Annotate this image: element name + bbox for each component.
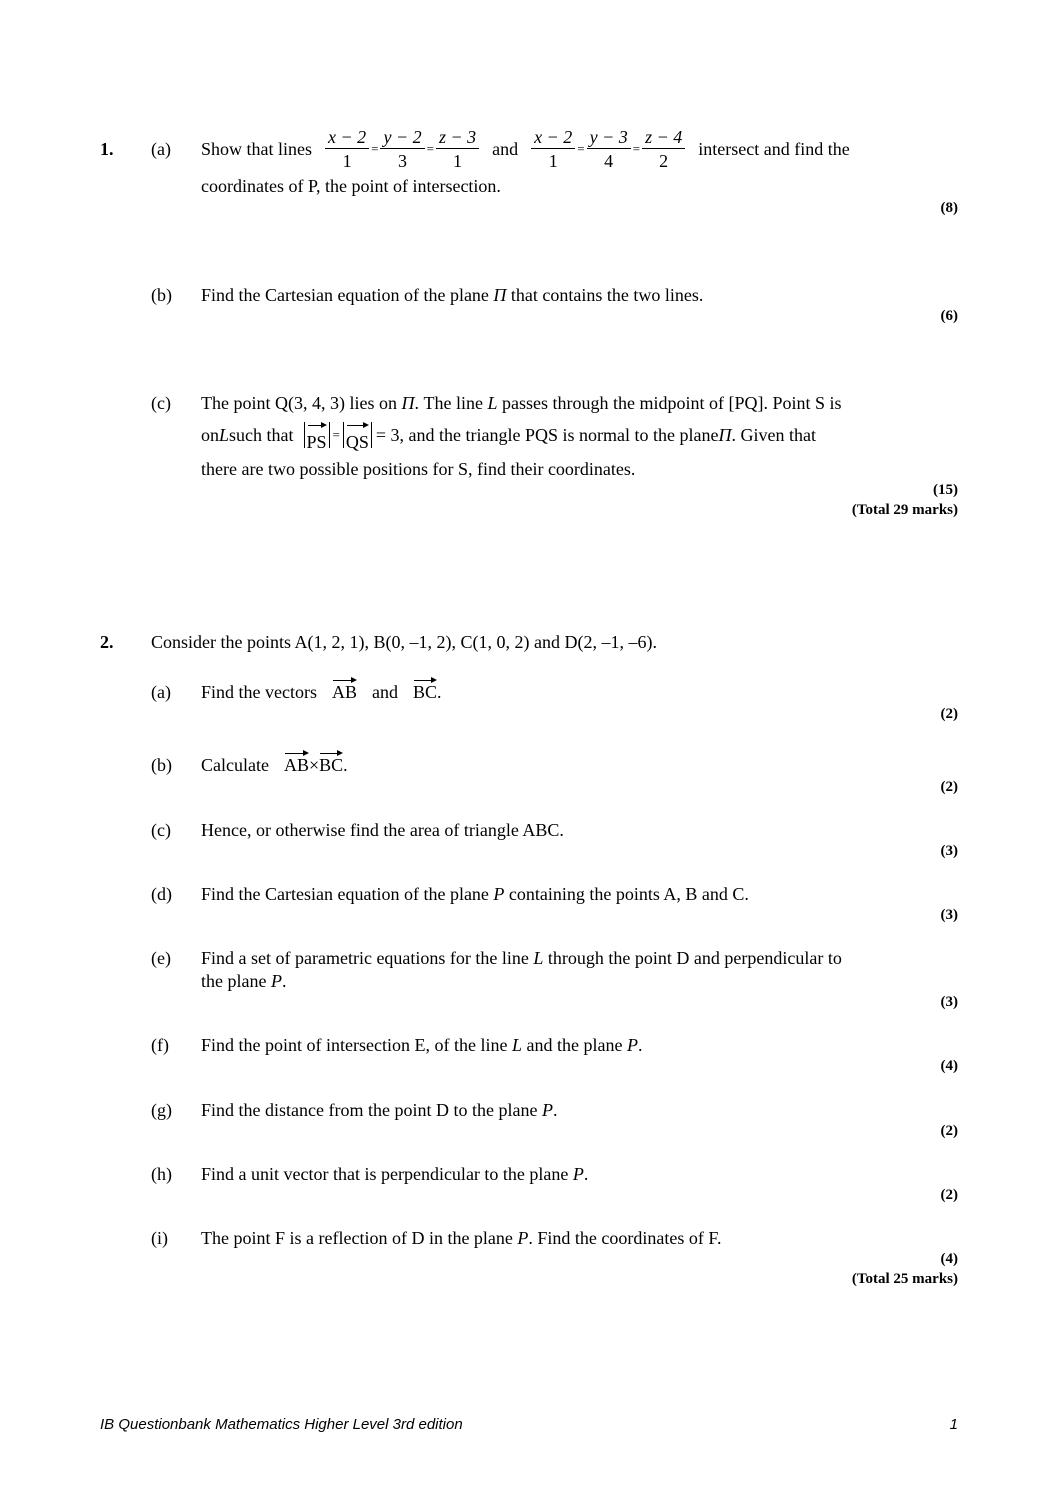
question-2h-label: (h)	[151, 1164, 172, 1184]
line1-fraction-z: $\frac{z - 3}{1}$	[436, 128, 479, 170]
footer-title: IB Questionbank Mathematics Higher Level 3rd edition	[100, 1416, 463, 1433]
question-2g-marks: (2)	[940, 1123, 958, 1139]
question-2g-text: Find the distance from the point D to the plane P.	[201, 1100, 558, 1120]
question-2e-line-1: Find a set of parametric equations for the line L through the point D and perpendicular to	[201, 948, 842, 968]
question-1a-and: and	[492, 138, 519, 159]
question-2e-line-2: the plane P.	[201, 971, 287, 991]
question-2d-text: Find the Cartesian equation of the plane P containing the points A, B and C.	[201, 884, 749, 904]
question-2-intro: Consider the points A(1, 2, 1), B(0, –1, 2), C(1, 0, 2) and D(2, –1, –6).	[151, 632, 657, 652]
line2-fraction-y: $\frac{y - 3}{4}$	[587, 128, 631, 170]
question-2-number: 2.	[100, 632, 114, 652]
question-2h-text: Find a unit vector that is perpendicular to the plane P.	[201, 1164, 589, 1184]
question-2e-label: (e)	[151, 948, 171, 968]
line2-fraction-z: $\frac{z - 4}{2}$	[642, 128, 685, 170]
vector-bc: BC	[413, 677, 437, 703]
question-2d-marks: (3)	[940, 907, 958, 923]
question-2i-label: (i)	[151, 1228, 168, 1248]
question-1a-line-2: coordinates of P, the point of intersection.	[201, 176, 501, 196]
question-2a-label: (a)	[151, 682, 171, 702]
question-1c-line-2: on L such that PS = QS = 3, and the triangle PQS is normal to the plane Π . Given that	[201, 418, 816, 452]
question-2i-text: The point F is a reflection of D in the plane P. Find the coordinates of F.	[201, 1228, 722, 1248]
vector-bc-cross: BC	[319, 750, 343, 776]
question-2c-label: (c)	[151, 820, 171, 840]
question-2f-marks: (4)	[940, 1058, 958, 1074]
question-1a-line-1: Show that lines $\frac{x - 2}{1}$ = $\frac{y - 2}{3}$ = $\frac{z - 3}{1}$ and $\frac{x - 2}{1}$ = $\frac{y - 3}{4}$ = $\frac{z - 4}{2}$ intersect and find the	[201, 127, 850, 171]
question-1a-tail: intersect and find the	[698, 138, 850, 159]
question-1c-line-3: there are two possible positions for S, find their coordinates.	[201, 459, 636, 479]
question-1b-text: Find the Cartesian equation of the plane Π that contains the two lines.	[201, 285, 704, 305]
vector-ab: AB	[332, 677, 357, 703]
question-2b-marks: (2)	[940, 779, 958, 795]
question-2a-text: Find the vectors AB and BC.	[201, 677, 442, 703]
question-2c-marks: (3)	[940, 843, 958, 859]
question-1b-label: (b)	[151, 285, 172, 305]
question-1b-marks: (6)	[940, 308, 958, 324]
question-2e-marks: (3)	[940, 994, 958, 1010]
line2-fraction-x: $\frac{x - 2}{1}$	[531, 128, 575, 170]
question-1-number: 1.	[100, 139, 114, 159]
question-2c-text: Hence, or otherwise find the area of triangle ABC.	[201, 820, 564, 840]
question-1c-label: (c)	[151, 393, 171, 413]
footer-page-number: 1	[949, 1416, 958, 1433]
question-2f-label: (f)	[151, 1035, 169, 1055]
question-1c-line-1: The point Q(3, 4, 3) lies on Π. The line L passes through the midpoint of [PQ]. Point S is	[201, 393, 842, 413]
question-1c-marks: (15)	[933, 482, 958, 498]
question-1a-intro: Show that lines	[201, 138, 312, 159]
question-2b-label: (b)	[151, 755, 172, 775]
question-2d-label: (d)	[151, 884, 172, 904]
question-2i-marks: (4)	[940, 1251, 958, 1267]
question-1a-label: (a)	[151, 139, 171, 159]
line1-fraction-y: $\frac{y - 2}{3}$	[380, 128, 424, 170]
question-2f-text: Find the point of intersection E, of the line L and the plane P.	[201, 1035, 643, 1055]
question-2g-label: (g)	[151, 1100, 172, 1120]
question-2-total: (Total 25 marks)	[851, 1271, 958, 1287]
line1-fraction-x: $\frac{x - 2}{1}$	[325, 128, 369, 170]
magnitude-ps: PS	[304, 422, 330, 448]
question-2b-text: Calculate AB×BC.	[201, 750, 348, 776]
vector-ab-cross: AB	[284, 750, 309, 776]
question-2h-marks: (2)	[940, 1187, 958, 1203]
magnitude-qs: QS	[343, 422, 372, 448]
question-2a-marks: (2)	[940, 706, 958, 722]
question-1-total: (Total 29 marks)	[851, 502, 958, 518]
question-1a-marks: (8)	[940, 200, 958, 216]
